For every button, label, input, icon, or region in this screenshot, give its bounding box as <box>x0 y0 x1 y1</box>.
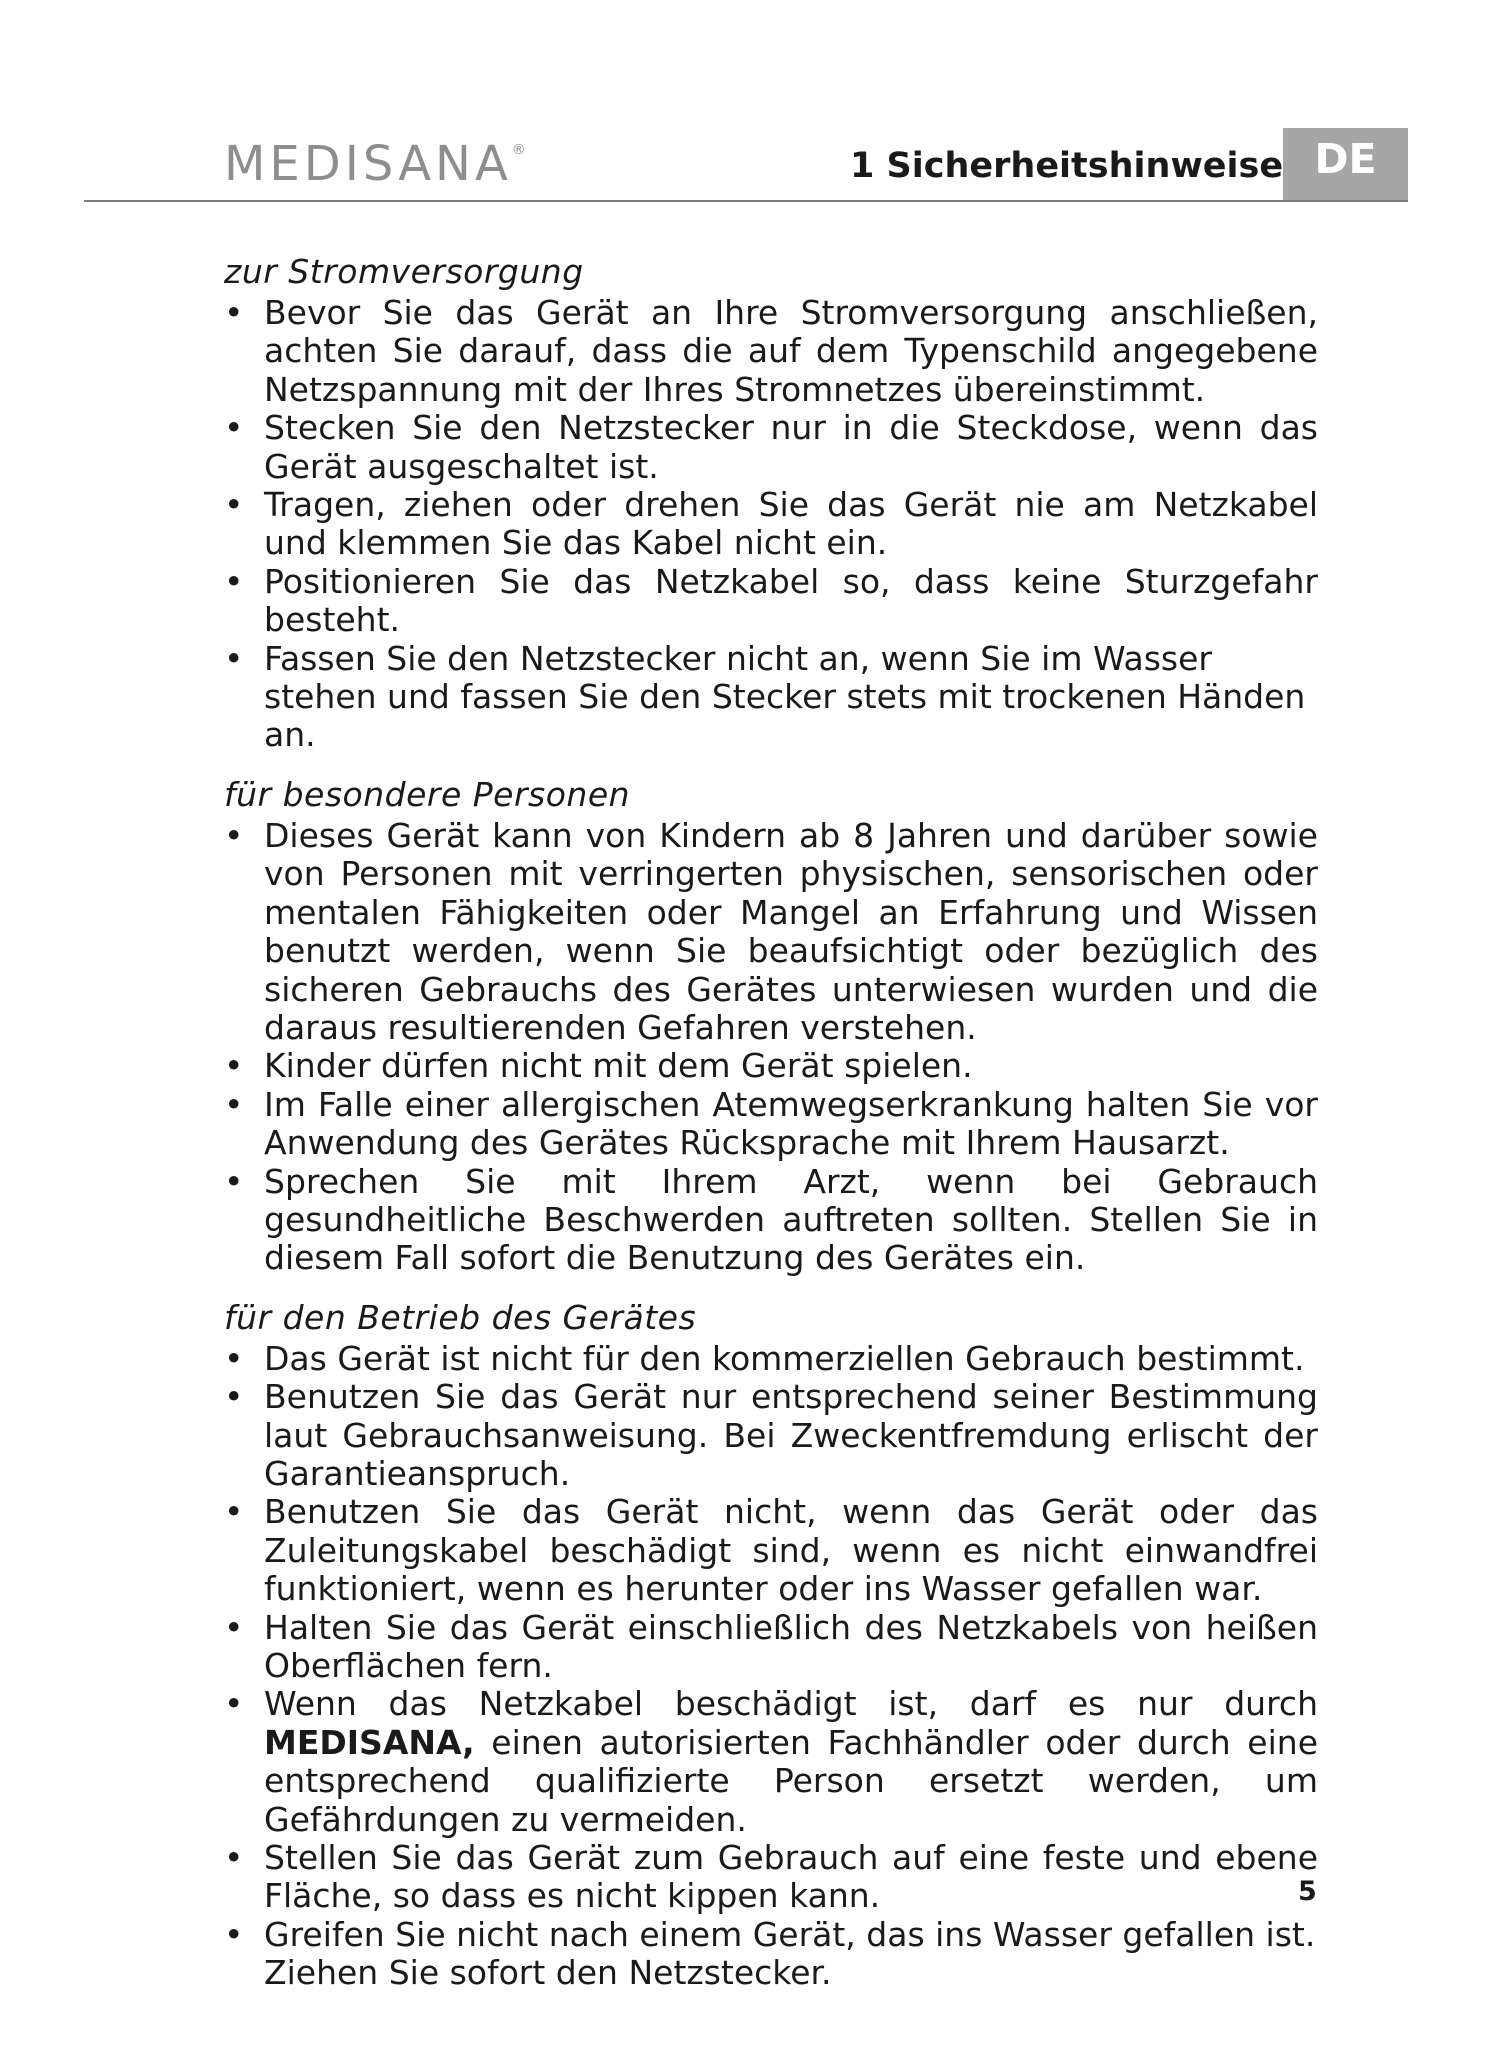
section-title: für besondere Personen <box>224 774 631 814</box>
section-device-operation <box>224 1298 1318 1993</box>
bullet-list <box>224 1340 1318 1993</box>
list-item: • Benutzen Sie das Gerät nur entsprechend seiner Bestimmung laut Gebrauchsanweisung. Bei Zweckentfremdung erlischt der Garantieanspruch. <box>224 1378 1318 1493</box>
language-badge: DE <box>1283 128 1408 200</box>
logo-text: MEDISANA <box>224 136 512 192</box>
main-content <box>224 252 1318 1993</box>
list-item: • Halten Sie das Gerät einschließlich des Netzkabels von heißen Oberflächen fern. <box>224 1609 1318 1686</box>
list-item: • Bevor Sie das Gerät an Ihre Stromversorgung anschließen, achten Sie darauf, dass die auf dem Typenschild angegebene Netzspannung mit der Ihres Stromnetzes übereinstimmt. <box>224 294 1318 409</box>
section-title: für den Betrieb des Gerätes <box>224 1297 697 1337</box>
list-item: • Tragen, ziehen oder drehen Sie das Gerät nie am Netzkabel und klemmen Sie das Kabel nicht ein. <box>224 486 1318 563</box>
section-special-persons <box>224 775 1318 1278</box>
list-item: • Im Falle einer allergischen Atemwegserkrankung halten Sie vor Anwendung des Gerätes Rücksprache mit Ihrem Hausarzt. <box>224 1086 1318 1163</box>
item-text: Wenn das Netzkabel beschädigt ist, darf es nur durch <box>264 1684 1318 1724</box>
bullet-list <box>224 294 1318 755</box>
list-item: • Stellen Sie das Gerät zum Gebrauch auf eine feste und ebene Fläche, so dass es nicht kippen kann. <box>224 1839 1318 1916</box>
section-power-supply <box>224 252 1318 755</box>
list-item: • Kinder dürfen nicht mit dem Gerät spielen. <box>224 1047 1318 1085</box>
list-item <box>224 1685 1318 1839</box>
list-item: • Fassen Sie den Netzstecker nicht an, wenn Sie im Wasser stehen und fassen Sie den Stecker stets mit trockenen Händen an. <box>224 640 1318 755</box>
list-item: • Sprechen Sie mit Ihrem Arzt, wenn bei Gebrauch gesundheitliche Beschwerden auftreten sollten. Stellen Sie in diesem Fall sofort die Benutzung des Gerätes ein. <box>224 1163 1318 1278</box>
chapter-title: 1 Sicherheitshinweise <box>850 146 1284 186</box>
list-item: • Positionieren Sie das Netzkabel so, dass keine Sturzgefahr besteht. <box>224 563 1318 640</box>
list-item: • Dieses Gerät kann von Kindern ab 8 Jahren und darüber sowie von Personen mit verringerten physischen, sensorischen oder mentalen Fähigkeiten oder Mangel an Erfahrung und Wissen benutzt werden, wenn Sie beaufsichtigt oder bezüglich des sicheren Gebrauchs des Gerätes unterwiesen wurden und die daraus resultierenden Gefahren verstehen. <box>224 817 1318 1047</box>
page-number: 5 <box>1298 1876 1317 1907</box>
list-item: • Das Gerät ist nicht für den kommerziellen Gebrauch bestimmt. <box>224 1340 1318 1378</box>
list-item: • Benutzen Sie das Gerät nicht, wenn das Gerät oder das Zuleitungskabel beschädigt sind, wenn es nicht einwandfrei funktioniert, wenn es herunter oder ins Wasser gefallen war. <box>224 1493 1318 1608</box>
brand-name: MEDISANA, <box>264 1722 475 1762</box>
bullet-list <box>224 817 1318 1278</box>
list-item: • Stecken Sie den Netzstecker nur in die Steckdose, wenn das Gerät ausgeschaltet ist. <box>224 409 1318 486</box>
section-title: zur Stromversorgung <box>224 252 584 291</box>
registered-mark: ® <box>511 142 526 158</box>
list-item: • Greifen Sie nicht nach einem Gerät, das ins Wasser gefallen ist. Ziehen Sie sofort den Netzstecker. <box>224 1916 1318 1993</box>
item-text: einen autorisierten Fachhändler oder durch eine entsprechend qualifizierte Person ersetzt werden, um Gefährdungen zu vermeiden. <box>264 1722 1318 1839</box>
header-rule <box>84 200 1408 202</box>
medisana-logo <box>224 136 526 192</box>
